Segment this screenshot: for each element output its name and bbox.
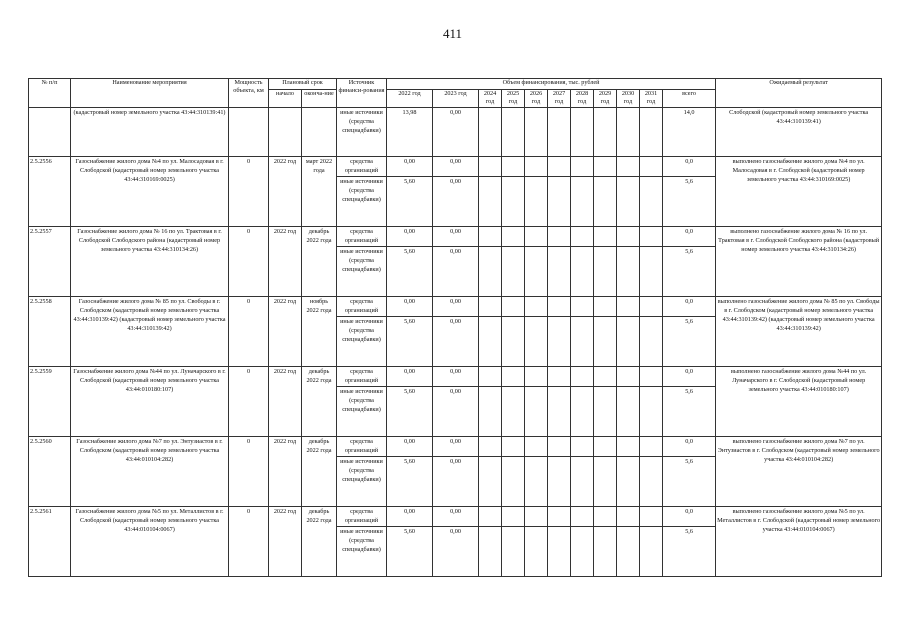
cell-source: средства организаций (337, 157, 387, 177)
cell-empty (571, 227, 594, 247)
cell-empty (571, 108, 594, 157)
cell-total: 5,6 (663, 457, 716, 507)
cell-empty (479, 247, 502, 297)
cell-total: 5,6 (663, 387, 716, 437)
cell-empty (525, 247, 548, 297)
cell-source: иные источники (средства спецнадбавки) (337, 387, 387, 437)
cell-empty (640, 157, 663, 177)
cell-capacity: 0 (229, 437, 269, 507)
cell-empty (617, 227, 640, 247)
cell-name: Газоснабжение жилого дома № 85 по ул. Свободы в г. Слободском (кадастровый номер земельного участка 43:44:310139:42) (кадастровый номер земельного участка 43:44:310139:42) (71, 297, 229, 367)
cell-2023: 0,00 (433, 177, 479, 227)
cell-empty (571, 247, 594, 297)
cell-total: 0,0 (663, 437, 716, 457)
cell-total: 5,6 (663, 527, 716, 577)
header-num: № п/п (29, 79, 71, 108)
cell-2023: 0,00 (433, 367, 479, 387)
cell-empty (479, 437, 502, 457)
cell-2022: 5,60 (387, 247, 433, 297)
header-year: 2030 год (617, 90, 640, 108)
cell-empty (640, 387, 663, 437)
cell-empty (617, 367, 640, 387)
cell-empty (502, 227, 525, 247)
cell-source: иные источники (средства спецнадбавки) (337, 247, 387, 297)
cell-empty (617, 527, 640, 577)
cell-name: (кадастровый номер земельного участка 43:44:310139:41) (71, 108, 229, 157)
cell-empty (548, 317, 571, 367)
cell-empty (502, 297, 525, 317)
cell-name: Газоснабжение жилого дома № 16 по ул. Трактовая в г. Слободской Слободского района (кадастровый номер земельного участка 43:44:310134:26) (71, 227, 229, 297)
cell-2023: 0,00 (433, 387, 479, 437)
header-funding: Объем финансирования, тыс. рублей (387, 79, 716, 90)
cell-empty (525, 108, 548, 157)
cell-empty (571, 297, 594, 317)
cell-num: 2.5.2556 (29, 157, 71, 227)
header-total: всего (663, 90, 716, 108)
table-row (29, 227, 882, 247)
cell-start: 2022 год (269, 157, 302, 227)
cell-empty (525, 387, 548, 437)
header-year: 2024 год (479, 90, 502, 108)
header-name: Наименование мероприятия (71, 79, 229, 108)
cell-empty (502, 457, 525, 507)
cell-total: 0,0 (663, 367, 716, 387)
cell-2022: 0,00 (387, 367, 433, 387)
cell-source: иные источники (средства спецнадбавки) (337, 177, 387, 227)
cell-result: выполнено газоснабжение жилого дома №7 по ул. Энтузиастов в г. Слободском (кадастровый номер земельного участка 43:44:010104:282) (716, 437, 882, 507)
cell-empty (571, 157, 594, 177)
cell-empty (571, 317, 594, 367)
cell-empty (502, 437, 525, 457)
header-year: 2025 год (502, 90, 525, 108)
cell-empty (479, 177, 502, 227)
cell-empty (617, 247, 640, 297)
cell-start (269, 108, 302, 157)
cell-2022: 0,00 (387, 297, 433, 317)
cell-result: выполнено газоснабжение жилого дома № 16 по ул. Трактовая в г. Слободской Слободского района (кадастровый номер земельного участка 43:44:310134:26) (716, 227, 882, 297)
cell-empty (502, 387, 525, 437)
cell-empty (502, 527, 525, 577)
table-row (29, 507, 882, 527)
cell-name: Газоснабжение жилого дома №7 по ул. Энтузиастов в г. Слободском (кадастровый номер земельного участка 43:44:010104:282) (71, 437, 229, 507)
cell-2022: 5,60 (387, 177, 433, 227)
cell-empty (594, 317, 617, 367)
header-year: 2028 год (571, 90, 594, 108)
cell-2023: 0,00 (433, 457, 479, 507)
cell-empty (617, 387, 640, 437)
header-year: 2027 год (548, 90, 571, 108)
cell-empty (571, 367, 594, 387)
cell-empty (594, 507, 617, 527)
cell-empty (571, 387, 594, 437)
cell-empty (640, 247, 663, 297)
cell-empty (525, 457, 548, 507)
cell-capacity: 0 (229, 157, 269, 227)
cell-capacity: 0 (229, 297, 269, 367)
cell-2022: 0,00 (387, 507, 433, 527)
cell-empty (640, 437, 663, 457)
header-capacity: Мощность объекта, км (229, 79, 269, 108)
cell-empty (594, 367, 617, 387)
cell-empty (479, 457, 502, 507)
cell-end: декабрь 2022 года (302, 367, 337, 437)
cell-result: выполнено газоснабжение жилого дома №4 по ул. Малосадовая в г. Слободской (кадастровый номер земельного участка 43:44:310169:0025) (716, 157, 882, 227)
cell-2022: 0,00 (387, 227, 433, 247)
cell-num: 2.5.2559 (29, 367, 71, 437)
cell-empty (571, 437, 594, 457)
table-row (29, 437, 882, 457)
cell-empty (502, 108, 525, 157)
cell-capacity: 0 (229, 227, 269, 297)
cell-empty (571, 457, 594, 507)
cell-total: 5,6 (663, 317, 716, 367)
page-number: 411 (442, 26, 463, 41)
cell-2022: 13,98 (387, 108, 433, 157)
header-year: 2026 год (525, 90, 548, 108)
header-year: 2029 год (594, 90, 617, 108)
cell-total: 14,0 (663, 108, 716, 157)
cell-empty (502, 157, 525, 177)
cell-total: 0,0 (663, 297, 716, 317)
cell-empty (617, 177, 640, 227)
cell-empty (594, 527, 617, 577)
cell-2023: 0,00 (433, 157, 479, 177)
cell-2023: 0,00 (433, 108, 479, 157)
cell-2022: 5,60 (387, 317, 433, 367)
cell-empty (479, 507, 502, 527)
header-start: начало (269, 90, 302, 108)
cell-2022: 5,60 (387, 457, 433, 507)
cell-empty (640, 527, 663, 577)
cell-empty (525, 437, 548, 457)
cell-2023: 0,00 (433, 507, 479, 527)
cell-source: иные источники (средства спецнадбавки) (337, 527, 387, 577)
cell-empty (617, 317, 640, 367)
cell-empty (640, 177, 663, 227)
cell-source: средства организаций (337, 507, 387, 527)
cell-name: Газоснабжение жилого дома №4 по ул. Малосадовая в г. Слободской (кадастровый номер земельного участка 43:44:310169:0025) (71, 157, 229, 227)
cell-empty (640, 507, 663, 527)
cell-source: средства организаций (337, 437, 387, 457)
cell-2023: 0,00 (433, 227, 479, 247)
cell-num: 2.5.2557 (29, 227, 71, 297)
table-row-continuation (29, 108, 882, 157)
cell-2023: 0,00 (433, 247, 479, 297)
cell-start: 2022 год (269, 367, 302, 437)
cell-total: 5,6 (663, 177, 716, 227)
cell-empty (548, 177, 571, 227)
cell-source: средства организаций (337, 297, 387, 317)
cell-end (302, 108, 337, 157)
table-body (29, 108, 882, 577)
funding-plan-table (28, 78, 882, 577)
table-row (29, 157, 882, 177)
cell-2022: 5,60 (387, 527, 433, 577)
cell-empty (502, 367, 525, 387)
cell-empty (548, 507, 571, 527)
cell-start: 2022 год (269, 507, 302, 577)
cell-2023: 0,00 (433, 527, 479, 577)
cell-num: 2.5.2558 (29, 297, 71, 367)
cell-result: выполнено газоснабжение жилого дома №44 по ул. Луначарского в г. Слободской (кадастровый номер земельного участка 43:44:010180:107) (716, 367, 882, 437)
cell-num: 2.5.2561 (29, 507, 71, 577)
cell-empty (479, 297, 502, 317)
cell-empty (548, 297, 571, 317)
cell-empty (479, 157, 502, 177)
cell-empty (548, 457, 571, 507)
cell-empty (479, 387, 502, 437)
header-result: Ожидаемый результат (716, 79, 882, 108)
cell-source: средства организаций (337, 227, 387, 247)
cell-num: 2.5.2560 (29, 437, 71, 507)
cell-empty (502, 177, 525, 227)
cell-end: ноябрь 2022 года (302, 297, 337, 367)
cell-empty (571, 507, 594, 527)
cell-end: март 2022 года (302, 157, 337, 227)
cell-2022: 0,00 (387, 157, 433, 177)
cell-end: декабрь 2022 года (302, 437, 337, 507)
cell-empty (617, 297, 640, 317)
cell-empty (502, 507, 525, 527)
cell-empty (502, 247, 525, 297)
cell-name: Газоснабжение жилого дома №44 по ул. Луначарского в г. Слободской (кадастровый номер земельного участка 43:44:010180:107) (71, 367, 229, 437)
cell-empty (594, 387, 617, 437)
cell-empty (594, 177, 617, 227)
cell-empty (525, 297, 548, 317)
cell-empty (640, 457, 663, 507)
table-row (29, 367, 882, 387)
cell-empty (479, 108, 502, 157)
cell-source: иные источники (средства спецнадбавки) (337, 457, 387, 507)
cell-empty (617, 108, 640, 157)
cell-empty (525, 527, 548, 577)
cell-empty (525, 317, 548, 367)
cell-empty (594, 157, 617, 177)
header-sources: Источник финанси-рования (337, 79, 387, 108)
cell-empty (548, 367, 571, 387)
cell-source: иные источники (средства спецнадбавки) (337, 108, 387, 157)
cell-2023: 0,00 (433, 297, 479, 317)
cell-empty (617, 507, 640, 527)
cell-total: 0,0 (663, 157, 716, 177)
cell-end: декабрь 2022 года (302, 507, 337, 577)
cell-empty (548, 227, 571, 247)
cell-empty (617, 157, 640, 177)
header-period: Плановый срок (269, 79, 337, 90)
cell-empty (502, 317, 525, 367)
cell-total: 0,0 (663, 227, 716, 247)
cell-start: 2022 год (269, 297, 302, 367)
cell-result: выполнено газоснабжение жилого дома №5 по ул. Металлистов в г. Слободской (кадастровый номер земельного участка 43:44:010104:0067) (716, 507, 882, 577)
header-year: 2023 год (433, 90, 479, 108)
cell-result: Слободской (кадастровый номер земельного участка 43:44:310139:41) (716, 108, 882, 157)
cell-2023: 0,00 (433, 317, 479, 367)
cell-source: иные источники (средства спецнадбавки) (337, 317, 387, 367)
cell-empty (640, 227, 663, 247)
table-row (29, 297, 882, 317)
header-year: 2031 год (640, 90, 663, 108)
cell-empty (525, 227, 548, 247)
cell-end: декабрь 2022 года (302, 227, 337, 297)
header-end: оконча-ние (302, 90, 337, 108)
cell-empty (594, 227, 617, 247)
cell-empty (594, 247, 617, 297)
cell-empty (548, 157, 571, 177)
cell-empty (640, 367, 663, 387)
cell-start: 2022 год (269, 437, 302, 507)
cell-empty (594, 457, 617, 507)
cell-empty (525, 157, 548, 177)
cell-capacity (229, 108, 269, 157)
cell-empty (525, 367, 548, 387)
cell-empty (617, 437, 640, 457)
cell-empty (617, 457, 640, 507)
cell-empty (640, 108, 663, 157)
cell-num (29, 108, 71, 157)
cell-empty (571, 527, 594, 577)
cell-empty (571, 177, 594, 227)
cell-2022: 5,60 (387, 387, 433, 437)
cell-capacity: 0 (229, 507, 269, 577)
cell-empty (548, 387, 571, 437)
cell-total: 5,6 (663, 247, 716, 297)
cell-empty (548, 108, 571, 157)
cell-empty (525, 507, 548, 527)
cell-name: Газоснабжение жилого дома №5 по ул. Металлистов в г. Слободской (кадастровый номер земельного участка 43:44:010104:0067) (71, 507, 229, 577)
cell-empty (479, 527, 502, 577)
table-header (29, 79, 882, 108)
cell-empty (640, 317, 663, 367)
cell-empty (479, 317, 502, 367)
cell-source: средства организаций (337, 367, 387, 387)
header-year: 2022 год (387, 90, 433, 108)
cell-empty (548, 527, 571, 577)
cell-2023: 0,00 (433, 437, 479, 457)
cell-empty (594, 297, 617, 317)
cell-empty (479, 367, 502, 387)
cell-empty (479, 227, 502, 247)
cell-empty (525, 177, 548, 227)
cell-result: выполнено газоснабжение жилого дома № 85 по ул. Свободы в г. Слободском (кадастровый номер земельного участка 43:44:310139:42) (кадастровый номер земельного участка 43:44:310139:42) (716, 297, 882, 367)
cell-empty (640, 297, 663, 317)
cell-capacity: 0 (229, 367, 269, 437)
cell-empty (594, 437, 617, 457)
cell-2022: 0,00 (387, 437, 433, 457)
cell-empty (548, 247, 571, 297)
cell-start: 2022 год (269, 227, 302, 297)
cell-total: 0,0 (663, 507, 716, 527)
cell-empty (594, 108, 617, 157)
cell-empty (548, 437, 571, 457)
